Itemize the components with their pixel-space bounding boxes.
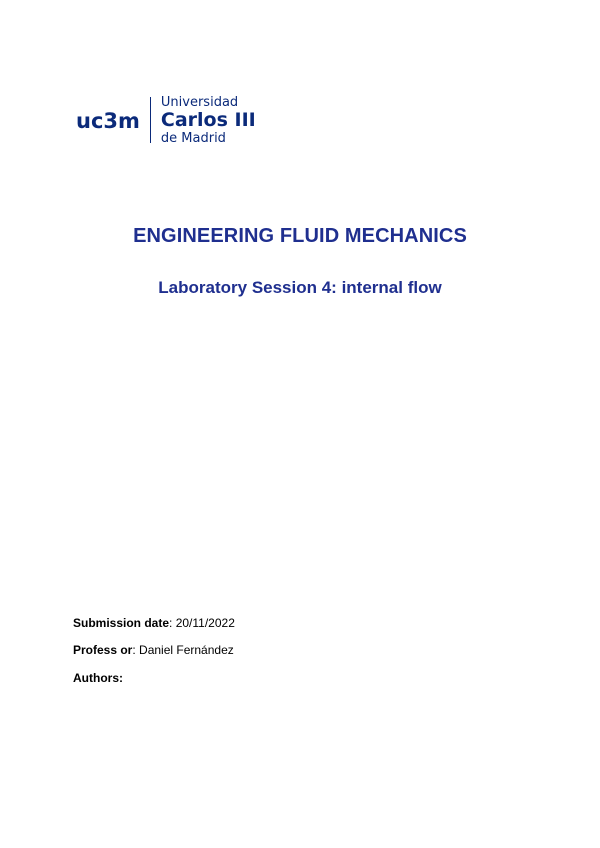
logo-line-3: de Madrid [160, 130, 226, 146]
professor-label: Profess or [73, 643, 133, 657]
logo-line-2: Carlos III [160, 108, 256, 131]
logo-line-1: Universidad [160, 94, 239, 110]
submission-date-row [73, 616, 235, 630]
professor-value: : Daniel Fernández [132, 643, 234, 657]
authors-row [73, 671, 123, 685]
logo-wordmark [161, 96, 256, 145]
submission-date-label: Submission date [73, 616, 170, 630]
university-logo [76, 96, 256, 144]
document-title: ENGINEERING FLUID MECHANICS [133, 225, 467, 247]
submission-date-value: : 20/11/2022 [169, 616, 235, 630]
logo-mark: uc3m [76, 108, 140, 133]
document-subtitle: Laboratory Session 4: internal flow [158, 278, 442, 297]
authors-label: Authors: [73, 671, 123, 685]
logo-divider [150, 97, 151, 143]
professor-row [73, 643, 234, 657]
